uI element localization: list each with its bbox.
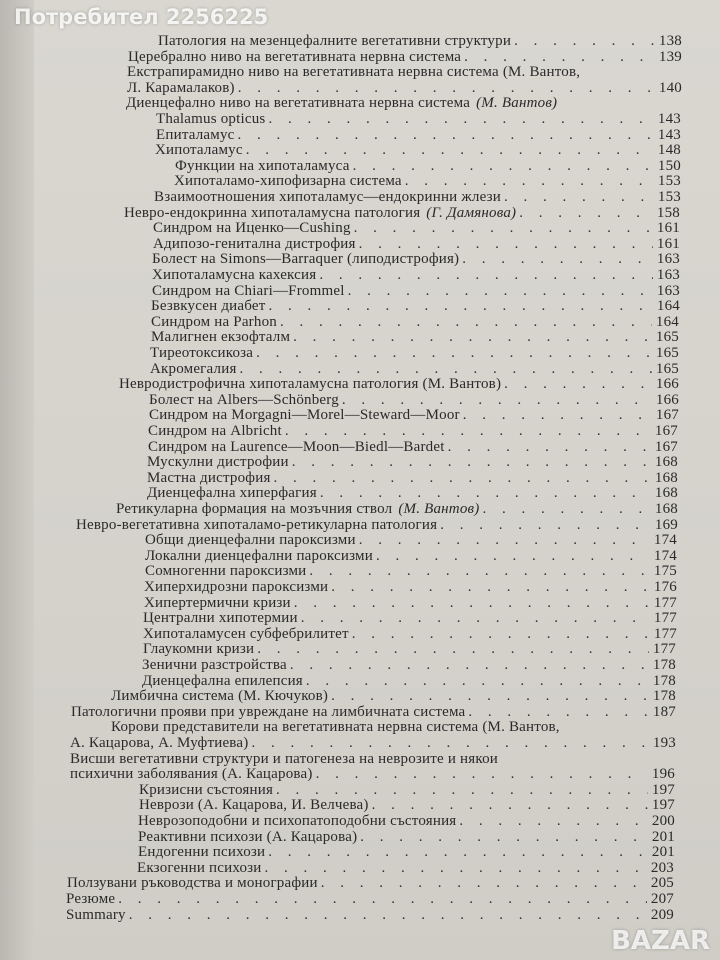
toc-entry-page: 193 xyxy=(652,736,676,751)
toc-entry-page: 209 xyxy=(650,907,674,923)
book-gutter xyxy=(0,0,35,960)
dot-leader xyxy=(265,861,647,877)
toc-entry-title: А. Кацарова, А. Муфтиева) xyxy=(70,736,249,751)
toc-entry-page: 177 xyxy=(653,626,677,642)
dot-leader xyxy=(274,471,651,487)
toc-entry xyxy=(142,674,676,690)
toc-entry-page: 178 xyxy=(652,689,676,705)
toc-entry xyxy=(138,830,675,846)
toc-entry-page: 165 xyxy=(655,330,679,346)
toc-entry xyxy=(143,642,676,658)
toc-entry xyxy=(174,174,681,190)
toc-entry-title: Висши вегетативни структури и патогенеза на неврозите и някои xyxy=(70,751,499,767)
dot-leader xyxy=(319,268,653,284)
toc-entry-page: 165 xyxy=(655,346,679,361)
dot-leader xyxy=(294,596,650,612)
toc-entry-title: Хипоталамус xyxy=(155,143,243,159)
toc-entry-page: 201 xyxy=(651,829,675,845)
toc-entry xyxy=(139,798,675,814)
dot-leader xyxy=(268,299,653,315)
dot-leader xyxy=(514,34,655,50)
toc-entry-title: Хипертермични кризи xyxy=(144,595,291,611)
toc-entry xyxy=(70,736,676,752)
toc-entry-title: Локални диенцефални пароксизми xyxy=(145,548,373,564)
dot-leader xyxy=(321,876,647,892)
toc-entry-title: Церебрално ниво на вегетативната нервна система xyxy=(128,49,462,65)
toc-entry-title: Функции на хипоталамуса xyxy=(175,158,350,174)
toc-entry-page: 161 xyxy=(656,221,680,237)
dot-leader xyxy=(316,767,648,783)
toc-entry-title: Синдром на Иценко—Cushing xyxy=(153,221,351,237)
toc-entry xyxy=(127,81,682,97)
toc-entry xyxy=(143,611,677,627)
dot-leader xyxy=(129,908,647,924)
dot-leader xyxy=(240,362,652,378)
dot-leader xyxy=(276,783,648,799)
toc-entry xyxy=(154,190,681,206)
toc-entry-page: 168 xyxy=(654,486,678,502)
bazar-logo-watermark: BAZAR xyxy=(611,926,710,956)
toc-entry xyxy=(147,455,678,471)
toc-entry-page: 168 xyxy=(654,502,678,517)
toc-entry-title: Лимбична система (М. Кючуков) xyxy=(111,689,329,705)
dot-leader xyxy=(238,128,654,144)
dot-leader xyxy=(352,627,650,643)
toc-entry xyxy=(128,50,682,66)
dot-leader xyxy=(118,892,647,908)
toc-entry xyxy=(70,752,675,768)
toc-entry-page: 203 xyxy=(650,860,674,876)
toc-entry xyxy=(149,408,679,424)
toc-entry-page: 176 xyxy=(653,580,677,595)
dot-leader xyxy=(462,252,653,268)
toc-entry xyxy=(67,876,674,892)
toc-entry-title: Мускулни дистрофии xyxy=(147,455,289,471)
toc-entry-page: 197 xyxy=(651,798,675,814)
toc-entry xyxy=(71,705,676,721)
toc-entry xyxy=(152,268,680,284)
toc-entry-page: 177 xyxy=(653,595,677,611)
toc-entry-page: 163 xyxy=(656,252,680,268)
dot-leader xyxy=(306,674,649,690)
toc-entry-title: Ендогенни психози xyxy=(138,845,266,861)
toc-entry-title: Адипозо-генитална дистрофия xyxy=(153,236,356,252)
toc-entry-title: Синдром на Chiari—Frommel xyxy=(152,283,345,299)
dot-leader xyxy=(268,845,648,861)
toc-entry-title: Тиреотоксикоза xyxy=(150,346,254,361)
toc-entry-page: 197 xyxy=(651,782,675,798)
toc-entry xyxy=(153,221,680,237)
dot-leader xyxy=(301,611,650,627)
toc-entry xyxy=(66,908,674,924)
toc-entry xyxy=(144,580,677,596)
toc-entry xyxy=(149,393,679,409)
toc-entry-page: 164 xyxy=(656,299,680,315)
dot-leader xyxy=(320,486,651,502)
toc-entry xyxy=(151,330,679,346)
toc-entry-page: 161 xyxy=(656,236,680,252)
toc-entry-page: 168 xyxy=(654,455,678,471)
dot-leader xyxy=(293,330,652,346)
toc-entry-page: 207 xyxy=(650,892,674,907)
dot-leader xyxy=(354,221,653,237)
toc-entry xyxy=(147,471,678,487)
toc-entry-title: Неврозоподобни и психопатоподобни състояния xyxy=(138,814,457,829)
dot-leader xyxy=(360,830,648,846)
toc-entry-title: Екзогенни психози xyxy=(137,860,262,876)
toc-entry xyxy=(145,549,677,565)
dot-leader xyxy=(376,549,650,565)
toc-entry xyxy=(158,34,682,50)
toc-entry xyxy=(66,892,674,908)
toc-entry xyxy=(156,128,681,144)
toc-entry-title: Акромегалия xyxy=(150,361,237,377)
toc-entry xyxy=(153,237,680,253)
dot-leader xyxy=(342,393,652,409)
toc-entry-title: Хипоталамусна кахексия xyxy=(152,268,317,283)
toc-entry-title: Централни хипотермии xyxy=(143,611,298,627)
toc-entry xyxy=(151,315,679,331)
toc-entry-title: Корови представители на вегетативната нервна система (М. Вантов, xyxy=(111,720,560,736)
toc-entry-title: Синдром на Morgagni—Morel—Steward—Moor xyxy=(149,408,460,424)
dot-leader xyxy=(246,143,654,159)
toc-entry xyxy=(138,814,675,830)
toc-entry-page: 166 xyxy=(655,392,679,408)
toc-entry xyxy=(76,518,678,534)
dot-leader xyxy=(238,81,655,97)
toc-entry xyxy=(150,362,679,378)
toc-entry xyxy=(116,502,678,518)
dot-leader xyxy=(331,689,649,705)
dot-leader xyxy=(504,190,654,206)
toc-entry xyxy=(145,564,677,580)
toc-entry-author: (М. Вантов) xyxy=(398,502,480,517)
toc-entry xyxy=(144,596,677,612)
dot-leader xyxy=(482,502,651,518)
toc-entry-title: Синдром на Parhon xyxy=(151,314,277,330)
toc-entry-title: Зенични разстройства xyxy=(142,658,287,673)
dot-leader xyxy=(268,112,654,128)
toc-entry-page: 140 xyxy=(658,80,682,96)
toc-entry-page: 163 xyxy=(656,268,680,283)
toc-entry-page: 167 xyxy=(654,439,678,455)
toc-entry-title: Синдром на Laurence—Moon—Biedl—Bardet xyxy=(148,439,445,455)
toc-entry-title: Синдром на Albricht xyxy=(148,424,282,439)
toc-entry-title: Summary xyxy=(66,907,126,923)
toc-entry-page: 158 xyxy=(656,205,680,221)
toc-entry-page: 143 xyxy=(657,127,681,143)
toc-entry-title: Хипоталамусен субфебрилитет xyxy=(143,626,349,642)
dot-leader xyxy=(448,440,651,456)
toc-entry xyxy=(150,346,679,362)
toc-entry-page: 138 xyxy=(658,34,682,49)
dot-leader xyxy=(372,798,648,814)
toc-entry xyxy=(111,689,676,705)
toc-entry-title: Безвкусен диабет xyxy=(151,299,266,315)
dot-leader xyxy=(359,237,653,253)
toc-entry-page: 148 xyxy=(657,143,681,159)
toc-entry-title: Невродистрофична хипоталамусна патология (М. Вантов) xyxy=(119,377,502,393)
toc-entry xyxy=(148,440,678,456)
toc-entry xyxy=(151,299,680,315)
toc-entry-title: Болест на Albers—Schönberg xyxy=(149,392,339,408)
user-watermark: Потребител 2256225 xyxy=(14,5,269,29)
toc-entry-title: Резюме xyxy=(66,892,116,907)
toc-entry xyxy=(152,252,680,268)
toc-entry-page: 177 xyxy=(653,611,677,627)
toc-entry xyxy=(156,112,681,128)
toc-entry-page: 163 xyxy=(656,283,680,299)
toc-entry-title: Ретикуларна формация на мозъчния ствол xyxy=(116,502,393,517)
toc-entry-title: Невро-ендокринна хипоталамусна патология xyxy=(124,205,421,221)
toc-entry-title: Общи диенцефални пароксизми xyxy=(145,533,356,549)
toc-entry-title: Диенцефално ниво на вегетативната нервна система xyxy=(126,96,471,112)
toc-entry-title: Кризисни състояния xyxy=(139,782,274,798)
dot-leader xyxy=(285,424,651,440)
dot-leader xyxy=(459,814,648,830)
toc-entry-page: 139 xyxy=(658,49,682,65)
toc-entry xyxy=(138,845,675,861)
toc-entry-page: 205 xyxy=(650,876,674,892)
toc-entry xyxy=(143,627,677,643)
toc-entry-page: 150 xyxy=(657,158,681,174)
toc-entry-title: Мастна дистрофия xyxy=(147,470,271,486)
toc-entry-page: 166 xyxy=(655,377,679,393)
toc-entry-page: 164 xyxy=(655,314,679,330)
toc-entry xyxy=(145,533,677,549)
toc-entry xyxy=(137,861,674,877)
toc-entry-page: 177 xyxy=(652,642,676,658)
dot-leader xyxy=(519,206,653,222)
toc-entry-title: Патологични прояви при увреждане на лимбичната система xyxy=(71,704,466,720)
toc-entry-title: Патология на мезенцефалните вегетативни структури xyxy=(158,34,512,49)
dot-leader xyxy=(353,159,654,175)
dot-leader xyxy=(463,408,652,424)
dot-leader xyxy=(292,455,651,471)
toc-entry-title: Ползувани ръководства и монографии xyxy=(67,876,318,892)
dot-leader xyxy=(309,564,650,580)
toc-entry-title: Болест на Simons—Barraquer (липодистрофия) xyxy=(152,252,460,268)
toc-entry-title: Хипоталамо-хипофизарна система xyxy=(174,174,402,190)
dot-leader xyxy=(290,658,649,674)
dot-leader xyxy=(440,518,651,534)
toc-entry-page: 168 xyxy=(654,470,678,486)
toc-entry-page: 174 xyxy=(653,533,677,549)
toc-entry-title: Неврози (А. Кацарова, И. Велчева) xyxy=(139,798,369,814)
toc-entry-page: 143 xyxy=(657,112,681,127)
dot-leader xyxy=(504,377,652,393)
toc-entry-page: 200 xyxy=(651,814,675,829)
toc-entry xyxy=(175,159,681,175)
toc-entry xyxy=(119,377,679,393)
dot-leader xyxy=(468,705,649,721)
toc-entry-page: 174 xyxy=(653,548,677,564)
toc-entry xyxy=(111,720,676,736)
toc-entry-title: Невро-вегетативна хипоталамо-ретикуларна патология xyxy=(76,517,438,533)
toc-entry-page: 196 xyxy=(651,767,675,783)
toc-entry xyxy=(142,658,676,674)
dot-leader xyxy=(359,533,650,549)
toc-entry xyxy=(70,767,675,783)
toc-entry-title: Реактивни психози (А. Кацарова) xyxy=(138,829,358,845)
toc-entry xyxy=(126,96,681,112)
toc-entry-page: 187 xyxy=(652,704,676,720)
toc-entry-title: Епиталамус xyxy=(156,127,235,143)
toc-entry xyxy=(127,65,682,81)
toc-entry-title: Л. Карамалаков) xyxy=(127,80,235,96)
toc-entry-page: 165 xyxy=(655,361,679,377)
dot-leader xyxy=(348,284,653,300)
toc-entry xyxy=(124,206,680,222)
toc-entry xyxy=(148,424,678,440)
toc-entry-page: 153 xyxy=(657,174,681,190)
toc-entry xyxy=(152,284,680,300)
toc-entry-title: Малигнен екзофталм xyxy=(151,330,291,346)
toc-entry-title: Глаукомни кризи xyxy=(143,642,255,658)
toc-entry-page: 175 xyxy=(653,564,677,580)
toc-entry-title: Диенцефална епилепсия xyxy=(142,673,303,689)
toc-entry-page: 178 xyxy=(652,673,676,689)
dot-leader xyxy=(331,580,650,596)
toc-entry xyxy=(139,783,675,799)
toc-entry-title: Екстрапирамидно ниво на вегетативната нервна система (М. Вантов, xyxy=(127,65,581,81)
toc-entry xyxy=(147,486,678,502)
dot-leader xyxy=(280,315,652,331)
dot-leader xyxy=(405,174,654,190)
dot-leader xyxy=(257,642,649,658)
toc-entry-page: 169 xyxy=(654,517,678,533)
dot-leader xyxy=(251,736,649,752)
toc-entry-title: психични заболявания (А. Кацарова) xyxy=(70,767,313,783)
toc-entry-title: Хиперхидрозни пароксизми xyxy=(144,580,329,595)
toc-entry-title: Thalamus opticus xyxy=(156,112,266,127)
toc-entry-author: (М. Вантов) xyxy=(476,96,558,112)
dot-leader xyxy=(464,50,655,66)
toc-entry xyxy=(155,143,681,159)
toc-entry-page: 167 xyxy=(654,424,678,439)
dot-leader xyxy=(256,346,652,362)
toc-entry-title: Диенцефална хиперфагия xyxy=(147,486,317,502)
toc-entry-page: 167 xyxy=(655,408,679,424)
toc-entry-page: 201 xyxy=(651,845,675,861)
toc-entry-author: (Г. Дамянова) xyxy=(426,205,517,221)
toc-entry-page: 153 xyxy=(657,190,681,205)
toc-entry-title: Взаимоотношения хипоталамус—ендокринни жлези xyxy=(154,190,501,205)
toc-entry-title: Сомногенни пароксизми xyxy=(145,564,307,580)
toc-entry-page: 178 xyxy=(652,658,676,673)
